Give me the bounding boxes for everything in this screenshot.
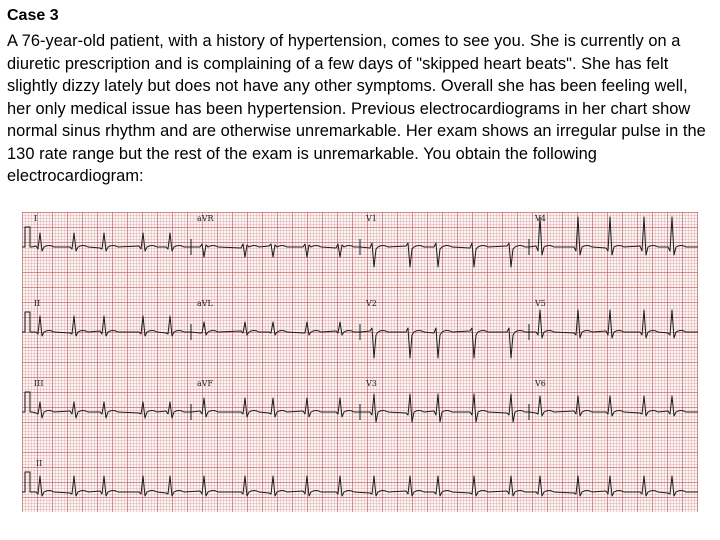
lead-label-v6: V6 xyxy=(535,379,546,388)
ecg-trace-v6 xyxy=(529,396,698,416)
ecg-trace-iii xyxy=(32,402,191,418)
ecg-traces xyxy=(22,212,698,512)
lead-label-avr: aVR xyxy=(197,214,214,223)
lead-label-rhythm-ii: II xyxy=(36,459,43,468)
calibration-pulse xyxy=(22,392,32,412)
calibration-pulse xyxy=(22,312,32,332)
lead-label-v1: V1 xyxy=(366,214,377,223)
ecg-strip xyxy=(22,212,698,512)
case-description: A 76-year-old patient, with a history of hypertension, comes to see you. She is currently on a diuretic prescription and is complaining of a few days of "skipped heart beats". She has felt slightly dizzy lately but does not have any other symptoms. Overall she has been feeling well, her only medical issue has been hypertension. Previous electrocardiograms in her chart show normal sinus rhythm and are otherwise unremarkable. Her exam shows an irregular pulse in the 130 rate range but the rest of the exam is unremarkable. You obtain the following electrocardiogram: xyxy=(7,32,706,185)
ecg-trace-v5 xyxy=(529,310,698,338)
ecg-trace-v3 xyxy=(360,394,529,422)
calibration-pulse xyxy=(22,472,32,492)
lead-label-i: I xyxy=(34,214,38,223)
ecg-trace-i xyxy=(32,233,191,251)
lead-label-v3: V3 xyxy=(366,379,377,388)
lead-label-v4: V4 xyxy=(535,214,546,223)
lead-label-v2: V2 xyxy=(366,299,377,308)
ecg-trace-v1 xyxy=(360,243,529,267)
lead-label-v5: V5 xyxy=(535,299,546,308)
lead-label-iii: III xyxy=(34,379,44,388)
ecg-trace-rhythm-ii xyxy=(32,476,698,496)
ecg-trace-avr xyxy=(191,244,360,257)
ecg-trace-avl xyxy=(191,322,360,335)
lead-label-avl: aVL xyxy=(197,299,213,308)
case-title: Case 3 xyxy=(7,7,59,24)
calibration-pulse xyxy=(22,227,32,247)
ecg-trace-v4 xyxy=(529,217,698,255)
lead-label-avf: aVF xyxy=(197,379,214,388)
ecg-trace-v2 xyxy=(360,328,529,358)
ecg-trace-ii xyxy=(32,316,191,336)
lead-label-ii: II xyxy=(34,299,41,308)
ecg-trace-avf xyxy=(191,398,360,417)
